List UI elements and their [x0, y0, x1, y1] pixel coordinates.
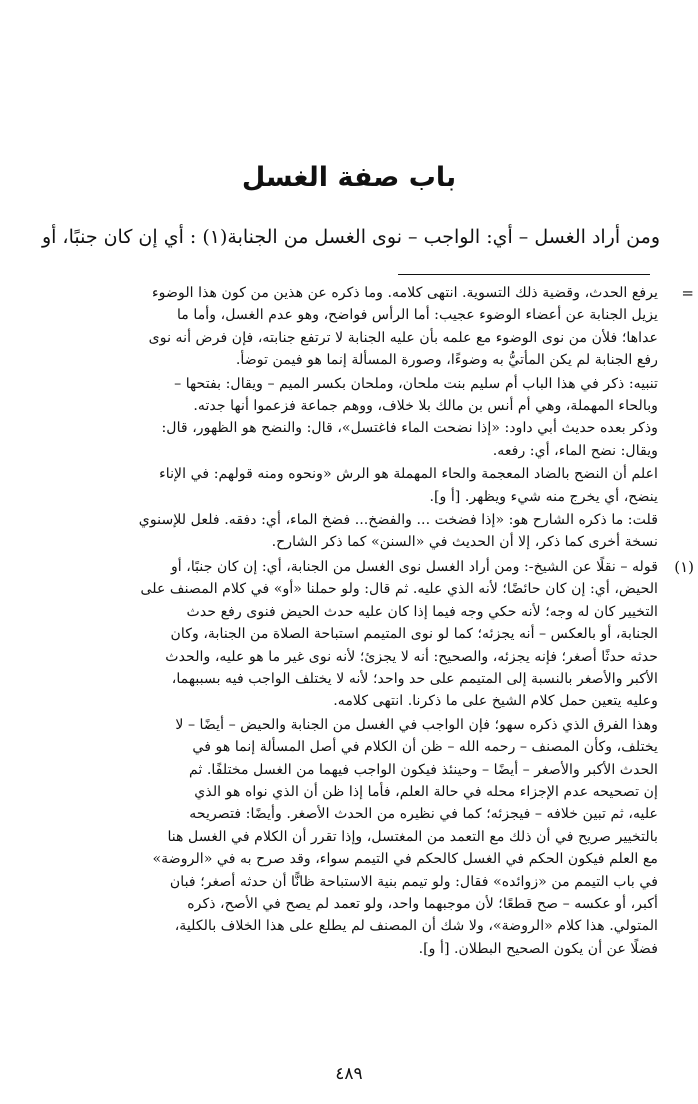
footnote-line: في باب التيمم من «زوائده» فقال: ولو تيمم بنية الاستباحة ظانًّا أن حدثه أصغر؛ فبان	[169, 873, 658, 890]
footnote-line: وذكر بعده حديث أبي داود: «إذا نضحت الماء فاغتسل»، قال: والنضح هو الظهور، قال:	[161, 420, 658, 437]
continuation-paragraph	[38, 282, 658, 372]
footnote-line: بالتخيير صريح في أن ذلك مع التعمد من المغتسل، وإذا تقرر أن الكلام في الغسل هنا	[167, 828, 658, 845]
farq-paragraph	[38, 714, 658, 960]
footnote-separator	[398, 274, 650, 275]
footnote-number: (١)	[674, 557, 694, 576]
footnote-line: الحدث الأكبر والأصغر – أيضًا – وحينئذ فيكون الواجب فيهما من الغسل مختلفًا. ثم	[188, 761, 658, 778]
footnote-line: الحيض، أي: إن كان حائضًا؛ لأنه الذي عليه. ثم قال: ولو حملنا «أو» في كلام المصنف على	[140, 581, 658, 598]
footnote-line: يزيل الجنابة عن أعضاء الوضوء عجيب: أما الرأس فواضح، وهو عدم الغسل، وأما ما	[176, 307, 658, 324]
footnotes-area	[38, 282, 694, 962]
qultu-paragraph	[38, 509, 658, 554]
continuation-marker: =	[681, 284, 694, 302]
tanbih-paragraph	[38, 373, 658, 463]
footnote-line: عليه، ثم تبين خلافه – فيجزئه؛ كما في نظيره من الحدث الأصغر. وأيضًا: فتصريحه	[189, 806, 658, 823]
footnote-1	[38, 556, 694, 960]
footnote-line: أكبر، أو عكسه – صح قطعًا؛ لأن موجبهما واحد، ولو تعمد لم يصح في الأصح، ذكره	[187, 895, 658, 912]
footnote-paragraph	[38, 556, 658, 713]
footnote-line: الأكبر والأصغر بالنسبة إلى المتيمم على حد واحد؛ لأنه لا يختلف الواجب فيه بسببهما،	[171, 670, 658, 687]
footnote-line: وعليه يتعين حمل كلام الشيخ على ما ذكرنا. انتهى كلامه.	[333, 693, 658, 710]
footnote-line: وهذا الفرق الذي ذكره سهو؛ فإن الواجب في الغسل من الجنابة والحيض – أيضًا – لا	[175, 716, 658, 733]
footnote-line: حدثه حدثًا أصغر؛ فإنه يجزئه، والصحيح: أنه لا يجزئ؛ لأنه نوى غير ما هو عليه، والحدث	[165, 648, 658, 665]
footnote-line: المتولي. هذا كلام «الروضة»، ولا شك أن المصنف لم يطلع على هذا الخلاف بالكلية،	[174, 918, 658, 935]
main-text-line: ومن أراد الغسل – أي: الواجب – نوى الغسل من الجنابة(١) : أي إن كان جنبًا، أو	[41, 226, 660, 248]
footnote-line: التخيير كان له وجه؛ لأنه حكي وجه فيما إذا كان عليه حدث الحيض فنوى رفع حدث	[186, 603, 658, 620]
footnote-line: عداها؛ فلأن من نوى الوضوء مع علمه بأن عليه الجنابة لا ترتفع جنابته، فإن فرض أنه نوى	[148, 329, 658, 346]
footnote-line: اعلم أن النضح بالضاد المعجمة والحاء المهملة هو الرش «ونحوه ومنه قولهم: في الإناء	[159, 466, 658, 483]
footnote-line: وبالحاء المهملة، وهي أم أنس بن مالك بلا خلاف، ووهم جماعة فزعموا أنها جدته.	[193, 398, 658, 415]
footnote-line: يرفع الحدث، وقضية ذلك التسوية. انتهى كلامه. وما ذكره عن هذين من كون هذا الوضوء	[151, 285, 658, 301]
footnote-line: ويقال: نضح الماء، أي: رفعه.	[492, 442, 658, 459]
footnote-line: مع العلم فيكون الحكم في الغسل كالحكم في التيمم سواء، وقد صرح به في «الروضة»	[152, 851, 658, 868]
footnote-line: يختلف، وكأن المصنف – رحمه الله – ظن أن الكلام في أصل المسألة إنما هو في	[192, 739, 658, 756]
page-number: ٤٨٩	[335, 1064, 363, 1084]
footnote-line: نسخة أخرى كما ذكر، إلا أن الحديث في «السنن» كما ذكر الشارح.	[271, 534, 658, 551]
footnote-line: رفع الجنابة لم يكن المأتيُّ به وضوءًا، وصورة المسألة إنما هو فيمن توضأ.	[235, 352, 658, 369]
footnote-line: إن تصحيحه عدم الإجزاء محله في حالة العلم، فأما إذا ظن أن الذي نواه هو الذي	[194, 783, 658, 800]
footnote-line: تنبيه: ذكر في هذا الباب أم سليم بنت ملحان، وملحان بكسر الميم – ويقال: بفتحها –	[174, 375, 658, 392]
footnote-line: ينضح، أي يخرج منه شيء ويظهر. [أ و].	[429, 488, 658, 505]
chapter-title: باب صفة الغسل	[241, 162, 457, 193]
continued-footnote	[38, 282, 694, 554]
nadh-paragraph	[38, 463, 658, 508]
footnote-line: قوله – نقلًا عن الشيخ-: ومن أراد الغسل نوى الغسل من الجنابة، أي: إن كان جنبًا، أو	[170, 558, 658, 575]
footnote-line: قلت: ما ذكره الشارح هو: «إذا فضخت ... والفضخ... فضخ الماء، أي: دفقه. فلعل للإسنوي	[138, 512, 658, 529]
footnote-line: الجنابة، أو بالعكس – أنه يجزئه؛ كما لو نوى المتيمم استباحة الصلاة من الجنابة، وكان	[170, 626, 658, 643]
footnote-line: فضلًا عن أن يكون الصحيح البطلان. [أ و].	[418, 940, 658, 957]
